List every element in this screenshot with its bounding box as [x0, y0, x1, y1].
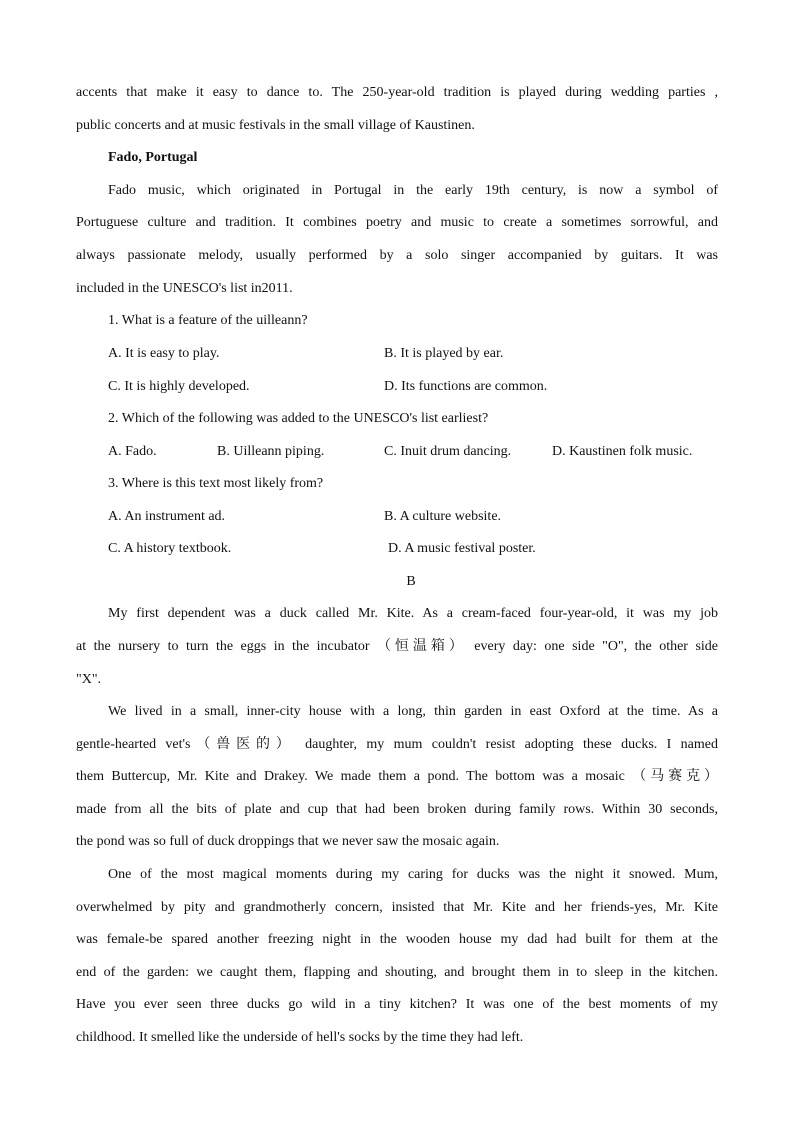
passage-line: was female-be spared another freezing night in the wooden house my dad had built for them at the [76, 932, 718, 947]
passage-line: always passionate melody, usually performed by a solo singer accompanied by guitars. It was [76, 248, 718, 263]
question-option: D. Kaustinen folk music. [552, 444, 693, 459]
passage-line: at the nursery to turn the eggs in the incubator （恒温箱） every day: one side "O", the other side [76, 639, 718, 654]
passage-line: Portuguese culture and tradition. It combines poetry and music to create a sometimes sorrowful, and [76, 215, 718, 230]
passage-line: One of the most magical moments during my caring for ducks was the night it snowed. Mum, [108, 867, 718, 882]
passage-line: Fado music, which originated in Portugal in the early 19th century, is now a symbol of [108, 183, 718, 198]
question-option: C. It is highly developed. [108, 379, 250, 394]
question-option: A. An instrument ad. [108, 509, 226, 524]
passage-line: them Buttercup, Mr. Kite and Drakey. We made them a pond. The bottom was a mosaic （马赛克） [76, 769, 718, 784]
passage-line: gentle-hearted vet's（兽医的） daughter, my mum couldn't resist adopting these ducks. I named [76, 737, 718, 752]
question-stem: 3. Where is this text most likely from? [108, 476, 324, 491]
question-stem: 1. What is a feature of the uilleann? [108, 313, 308, 328]
passage-line: childhood. It smelled like the underside of hell's socks by the time they had left. [76, 1030, 524, 1045]
passage-line: "X". [76, 672, 102, 687]
question-option: B. Uilleann piping. [217, 444, 325, 459]
passage-line: accents that make it easy to dance to. The 250-year-old tradition is played during wedding parties , [76, 85, 718, 100]
question-option: D. A music festival poster. [388, 541, 536, 556]
question-option: A. Fado. [108, 444, 157, 459]
passage-line: made from all the bits of plate and cup that had been broken during family rows. Within 30 seconds, [76, 802, 718, 817]
question-stem: 2. Which of the following was added to the UNESCO's list earliest? [108, 411, 489, 426]
passage-line: My first dependent was a duck called Mr. Kite. As a cream-faced four-year-old, it was my job [108, 606, 718, 621]
passage-line: overwhelmed by pity and grandmotherly concern, insisted that Mr. Kite and her friends-yes, Mr. Kite [76, 900, 718, 915]
passage-line: We lived in a small, inner-city house with a long, thin garden in east Oxford at the time. As a [108, 704, 718, 719]
section-label-b: B [406, 574, 416, 589]
question-option: B. A culture website. [384, 509, 502, 524]
question-option: A. It is easy to play. [108, 346, 220, 361]
question-option: C. Inuit drum dancing. [384, 444, 512, 459]
passage-line: public concerts and at music festivals in the small village of Kaustinen. [76, 118, 475, 133]
passage-line: end of the garden: we caught them, flapping and shouting, and brought them in to sleep in the kitchen. [76, 965, 718, 980]
question-option: D. Its functions are common. [384, 379, 548, 394]
passage-line: the pond was so full of duck droppings that we never saw the mosaic again. [76, 834, 500, 849]
passage-line: Have you ever seen three ducks go wild in a tiny kitchen? It was one of the best moments of my [76, 997, 718, 1012]
passage-line: included in the UNESCO's list in2011. [76, 281, 293, 296]
question-option: C. A history textbook. [108, 541, 232, 556]
question-option: B. It is played by ear. [384, 346, 504, 361]
section-heading-fado: Fado, Portugal [108, 150, 198, 165]
